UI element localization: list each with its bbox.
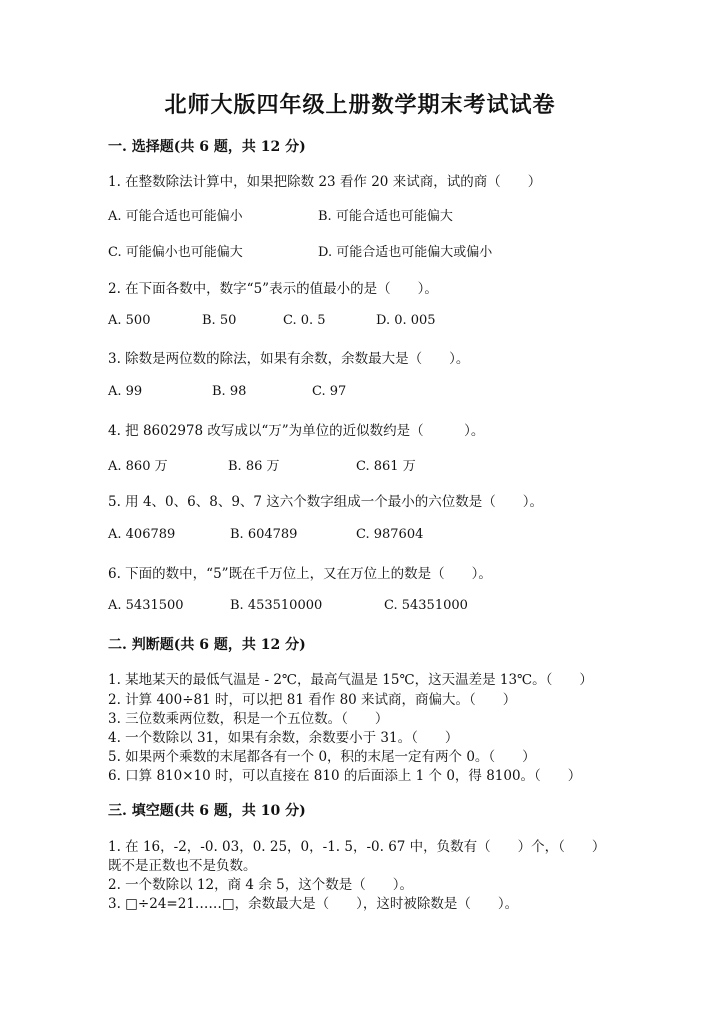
choice-q1-option-d: D. 可能合适也可能偏大或偏小 [318,245,493,260]
section-heading-choice: 一. 选择题(共 6 题，共 12 分) [108,139,306,155]
section-heading-fill-blank: 三. 填空题(共 6 题，共 10 分) [108,803,306,819]
choice-q4-stem: 4. 把 8602978 改写成以“万”为单位的近似数约是（ ）。 [108,423,485,439]
fill-blank-item-3: 3. □÷24=21……□，余数最大是（ ），这时被除数是（ ）。 [108,896,519,912]
choice-q2-option-a: A. 500 [108,313,151,328]
choice-q1-option-a: A. 可能合适也可能偏小 [108,209,243,224]
choice-q3-option-a: A. 99 [108,384,143,399]
choice-q5-stem: 5. 用 4、0、6、8、9、7 这六个数字组成一个最小的六位数是（ ）。 [108,494,544,510]
choice-q5-option-a: A. 406789 [108,527,176,542]
choice-q3-option-c: C. 97 [312,384,347,399]
choice-q5-option-b: B. 604789 [230,527,298,542]
choice-q5-option-c: C. 987604 [356,527,424,542]
choice-q2-option-d: D. 0. 005 [376,313,436,328]
fill-blank-item-2: 2. 一个数除以 12，商 4 余 5，这个数是（ ）。 [108,877,413,893]
fill-blank-item-1: 1. 在 16，-2，-0. 03，0. 25，0，-1. 5，-0. 67 中，负数有（ ）个，（ ） [108,839,606,855]
judgement-item-2: 2. 计算 400÷81 时，可以把 81 看作 80 来试商，商偏大。（ ） [108,692,517,708]
choice-q6-option-c: C. 54351000 [384,598,468,613]
choice-q1-option-c: C. 可能偏小也可能偏大 [108,245,243,260]
choice-q4-option-b: B. 86 万 [228,459,280,474]
choice-q2-option-b: B. 50 [202,313,237,328]
fill-blank-item-1-cont: 既不是正数也不是负数。 [108,858,257,874]
page-title: 北师大版四年级上册数学期末考试试卷 [164,92,556,118]
choice-q2-stem: 2. 在下面各数中，数字“5”表示的值最小的是（ ）。 [108,281,438,297]
choice-q3-stem: 3. 除数是两位数的除法，如果有余数，余数最大是（ ）。 [108,351,470,367]
choice-q6-stem: 6. 下面的数中，“5”既在千万位上，又在万位上的数是（ ）。 [108,566,492,582]
choice-q1-option-b: B. 可能合适也可能偏大 [318,209,453,224]
judgement-item-6: 6. 口算 810×10 时，可以直接在 810 的后面添上 1 个 0，得 8100。（ ） [108,768,582,784]
choice-q3-option-b: B. 98 [212,384,247,399]
judgement-item-3: 3. 三位数乘两位数，积是一个五位数。（ ） [108,711,389,727]
choice-q2-option-c: C. 0. 5 [283,313,326,328]
choice-q1-stem: 1. 在整数除法计算中，如果把除数 23 看作 20 来试商，试的商（ ） [108,174,542,190]
judgement-item-4: 4. 一个数除以 31，如果有余数，余数要小于 31。（ ） [108,730,459,746]
choice-q4-option-c: C. 861 万 [356,459,416,474]
choice-q6-option-b: B. 453510000 [230,598,323,613]
judgement-item-5: 5. 如果两个乘数的末尾都各有一个 0，积的末尾一定有两个 0。（ ） [108,749,536,765]
judgement-item-1: 1. 某地某天的最低气温是 - 2℃，最高气温是 15℃，这天温差是 13℃。（ ） [108,672,593,688]
choice-q6-option-a: A. 5431500 [108,598,184,613]
choice-q4-option-a: A. 860 万 [108,459,168,474]
section-heading-judgement: 二. 判断题(共 6 题，共 12 分) [108,637,306,653]
